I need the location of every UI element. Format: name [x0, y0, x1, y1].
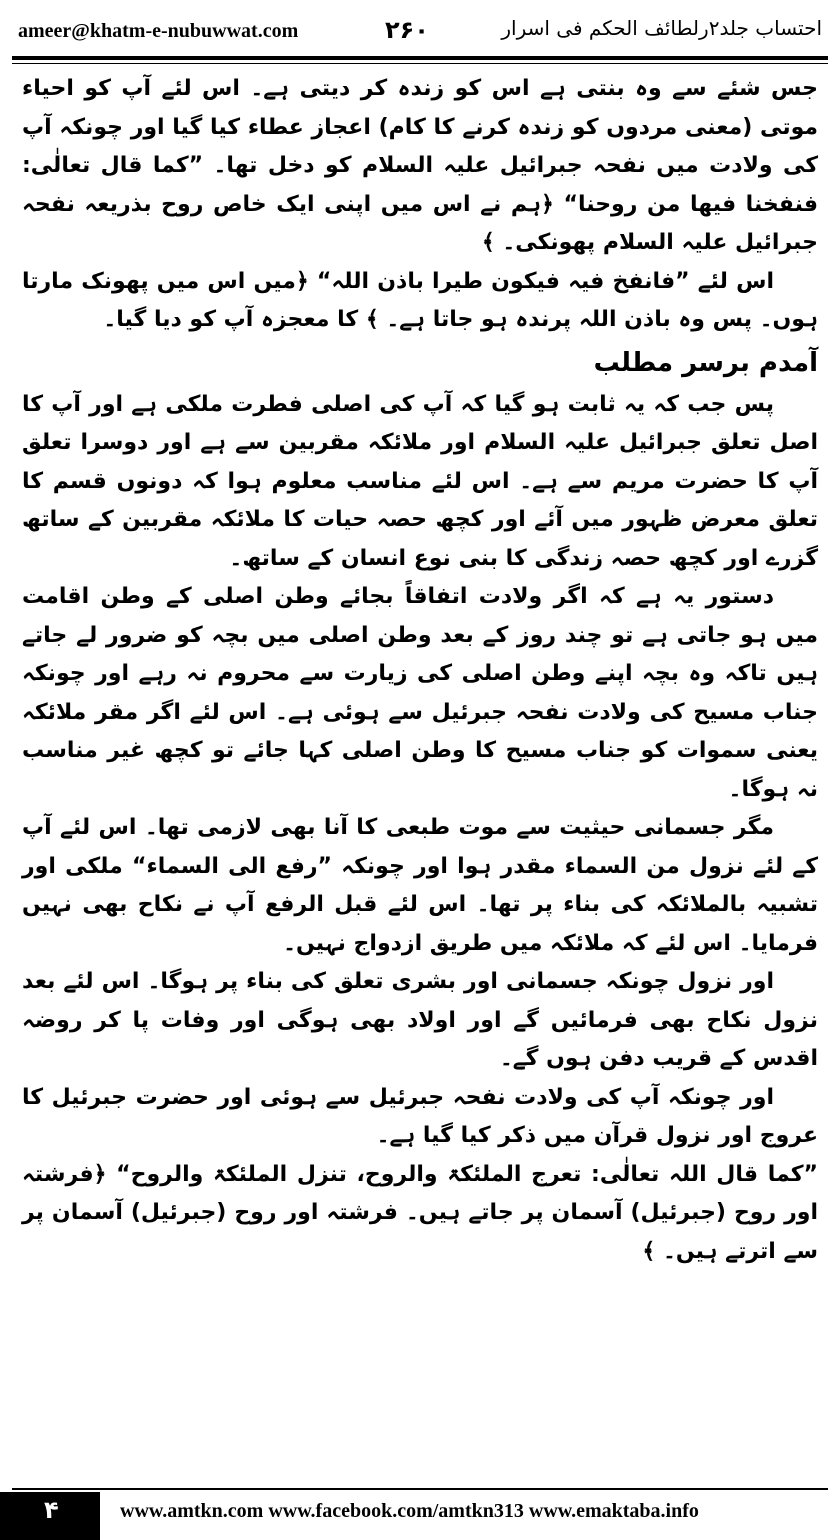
- header-rule-thin: [12, 63, 828, 64]
- paragraph-3: پس جب کہ یہ ثابت ہو گیا کہ آپ کی اصلی فطرت ملکی ہے اور آپ کا اصل تعلق جبرائیل علیہ السلام اور ملائکہ مقربین سے ہے اور دوسرا تعلق آپ کا حضرت مریم سے ہے۔ اس لئے مناسب معلوم ہوا کہ دونوں قسم کا تعلق معرض ظہور میں آئے اور کچھ حصہ حیات کا ملائکہ مقربین کے ساتھ گزرے اور کچھ حصہ زندگی کا بنی نوع انسان کے ساتھ۔: [22, 391, 818, 571]
- paragraph-2: اس لئے ”فانفخ فیہ فیکون طیرا باذن اللہ“ ﴿میں اس میں پھونک مارتا ہوں۔ پس وہ باذن اللہ پرندہ ہو جاتا ہے۔ ﴾ کا معجزہ آپ کو دیا گیا۔: [22, 268, 818, 332]
- book-title: احتساب جلد۲رلطائف الحکم فی اسرار: [501, 16, 822, 40]
- header-email: ameer@khatm-e-nubuwwat.com: [18, 20, 299, 42]
- paragraph-5: مگر جسمانی حیثیت سے موت طبعی کا آنا بھی لازمی تھا۔ اس لئے آپ کے لئے نزول من السماء مقدر ہوا اور چونکہ ”رفع الی السماء“ ملکی اور تشبیہ بالملائکہ کی بناء پر تھا۔ اس لئے قبل الرفع آپ نے نکاح بھی نہیں فرمایا۔ اس لئے کہ ملائکہ میں طریق ازدواج نہیں۔: [22, 815, 818, 956]
- footer-mark: ۴: [44, 1496, 59, 1524]
- paragraph-7: اور چونکہ آپ کی ولادت نفحہ جبرئیل سے ہوئی اور حضرت جبرئیل کا عروج اور نزول قرآن میں ذکر کیا گیا ہے۔: [22, 1084, 818, 1148]
- page-header: [0, 0, 840, 60]
- page-number: ۲۶۰: [385, 16, 429, 44]
- footer-mark-box: [0, 1492, 100, 1540]
- section-heading: آمدم برسر مطلب: [593, 347, 818, 378]
- paragraph-1: جس شئے سے وہ بنتی ہے اس کو زندہ کر دیتی ہے۔ اس لئے آپ کو احیاء موتی (معنی مردوں کو زندہ کرنے کا کام) اعجاز عطاء کیا گیا اور چونکہ آپ کی ولادت میں نفحہ جبرائیل علیہ السلام کو دخل تھا۔ ”کما قال تعالٰی: فنفخنا فیھا من روحنا“ ﴿ہم نے اس میں اپنی ایک خاص روح بذریعہ نفحہ جبرائیل علیہ السلام پھونکی۔ ﴾: [22, 76, 818, 255]
- page-footer: [0, 1488, 840, 1540]
- footer-rule: [12, 1488, 828, 1490]
- header-rule-thick: [12, 56, 828, 60]
- paragraph-8: ”کما قال اللہ تعالٰی: تعرج الملئکۃ والروح، تنزل الملئکۃ والروح“ ﴿فرشتہ اور روح (جبرئیل) آسمان پر جاتے ہیں۔ فرشتہ اور روح (جبرئیل) آسمان پر سے اترتے ہیں۔ ﴾: [22, 1161, 818, 1264]
- paragraph-6: اور نزول چونکہ جسمانی اور بشری تعلق کی بناء پر ہوگا۔ اس لئے بعد نزول نکاح بھی فرمائیں گے اور اولاد بھی ہوگی اور وفات پا کر روضہ اقدس کے قریب دفن ہوں گے۔: [22, 969, 818, 1071]
- page-body: [22, 70, 818, 1271]
- footer-websites: www.amtkn.com www.facebook.com/amtkn313 www.emaktaba.info: [120, 1500, 699, 1522]
- paragraph-4: دستور یہ ہے کہ اگر ولادت اتفاقاً بجائے وطن اصلی کے وطن اقامت میں ہو جاتی ہے تو چند روز کے بعد وطن اصلی میں بچہ کو ضرور لے جاتے ہیں تاکہ وہ بچہ اپنے وطن اصلی کی زیارت سے محروم نہ رہے اور چونکہ جناب مسیح کی ولادت نفحہ جبرئیل سے ہوئی ہے۔ اس لئے اگر مقر ملائکہ یعنی سموات کو جناب مسیح کا وطن اصلی کہا جائے تو کچھ غیر مناسب نہ ہوگا۔: [22, 584, 818, 802]
